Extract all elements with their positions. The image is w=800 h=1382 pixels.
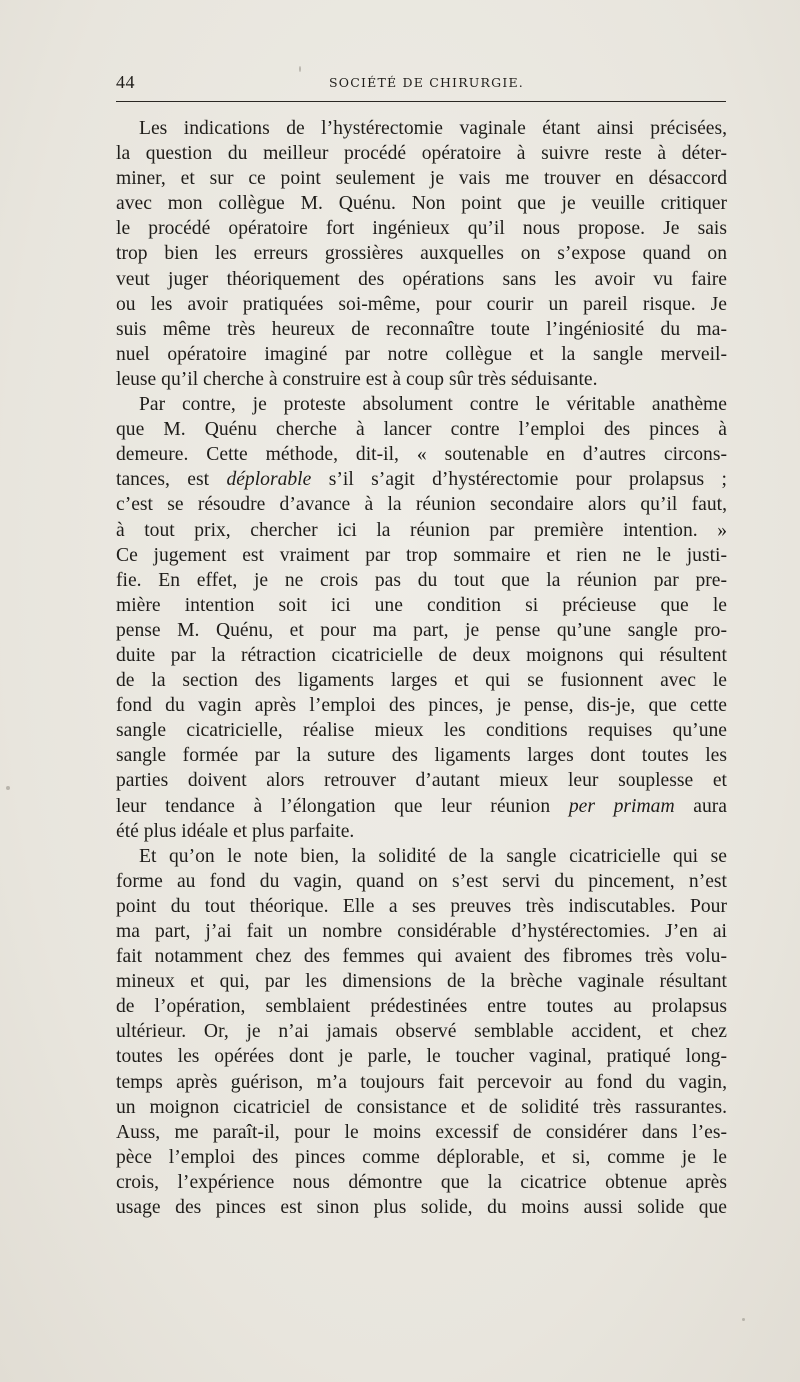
text-span: Ce jugement est vraiment par trop sommaire et rien ne le justi- [116,544,727,566]
text-line [116,1195,727,1220]
text-line [116,1070,727,1095]
text-line [116,768,727,793]
text-span: leuse qu’il cherche à construire est à coup sûr très séduisante. [116,368,598,390]
page-number: 44 [116,72,135,92]
header-rule [116,101,726,102]
text-line [116,417,727,442]
text-line [116,166,727,191]
text-line [116,467,727,492]
text-line [116,1145,727,1170]
italic-text: déplorable [226,469,312,491]
text-span: Les indications de l’hystérectomie vaginale étant ainsi précisées, [139,118,727,139]
text-line [116,367,727,392]
text-span: le procédé opératoire fort ingénieux qu’il nous propose. Je sais [116,218,727,240]
text-span: de la section des ligaments larges et qui se fusionnent avec le [116,670,727,692]
body-text [116,116,727,1220]
text-span: fie. En effet, je ne crois pas du tout que la réunion par pre- [116,569,727,591]
text-span: tances, est [116,469,227,491]
text-span: nuel opératoire imaginé par notre collègue et la sangle merveil- [116,343,727,365]
text-span: parties doivent alors retrouver d’autant mieux leur souplesse et [116,770,727,792]
running-head: SOCIÉTÉ DE CHIRURGIE. [329,75,524,90]
text-span: fait notamment chez des femmes qui avaient des fibromes très volu- [116,946,727,968]
text-line [116,568,727,593]
text-line [116,1044,727,1069]
text-line [116,543,727,568]
text-span: pense M. Quénu, et pour ma part, je pense qu’une sangle pro- [116,619,727,641]
text-span: ma part, j’ai fait un nombre considérable d’hystérectomies. J’en ai [116,921,727,942]
text-line [116,718,727,743]
paper-speck [299,66,301,72]
text-span: Par contre, je proteste absolument contre le véritable anathème [139,394,727,416]
text-line [116,216,727,241]
italic-text: per primam [568,795,675,817]
text-span: c’est se résoudre d’avance à la réunion secondaire alors qu’il faut, [116,494,727,516]
text-line [116,442,727,467]
text-span: pèce l’emploi des pinces comme déplorable, et si, comme je le [116,1146,727,1168]
text-span: aura [674,795,727,817]
text-line [116,894,727,919]
text-span: miner, et sur ce point seulement je vais me trouver en désaccord [116,168,727,190]
text-line [116,994,727,1019]
text-span: la question du meilleur procédé opératoire à suivre reste à déter- [116,143,727,165]
page-header [116,72,726,96]
text-line [116,1120,727,1145]
text-span: à tout prix, chercher ici la réunion par première intention. » [116,519,727,541]
text-span: mière intention soit ici une condition si précieuse que le [116,594,727,616]
text-line [116,919,727,944]
text-line [116,518,727,543]
text-span: leur tendance à l’élongation que leur réunion [116,795,569,817]
text-span: trop bien les erreurs grossières auxquelles on s’expose quand on [116,243,727,265]
text-span: veut juger théoriquement des opérations sans les avoir vu faire [116,268,727,290]
text-span: forme au fond du vagin, quand on s’est servi du pincement, n’est [116,870,727,892]
text-line [116,191,727,216]
text-span: été plus idéale et plus parfaite. [116,820,355,842]
text-line [116,869,727,894]
text-line [116,492,727,517]
text-line [116,392,727,417]
text-span: suis même très heureux de reconnaître toute l’ingéniosité du ma- [116,318,727,340]
text-line [116,1095,727,1120]
text-span: crois, l’expérience nous démontre que la cicatrice obtenue après [116,1171,727,1193]
text-line [116,643,727,668]
text-line [116,593,727,618]
text-span: point du tout théorique. Elle a ses preuves très indiscutables. Pour [116,895,727,917]
text-line [116,618,727,643]
text-line [116,819,727,844]
text-line [116,141,727,166]
text-span: que M. Quénu cherche à lancer contre l’emploi des pinces à [116,419,727,441]
text-line [116,241,727,266]
text-span: s’il s’agit d’hystérectomie pour prolapsus ; [311,469,727,491]
text-span: mineux et qui, par les dimensions de la brèche vaginale résultant [116,971,727,993]
text-line [116,743,727,768]
text-line [116,794,727,819]
text-line [116,668,727,693]
text-line [116,944,727,969]
text-line [116,267,727,292]
text-span: fond du vagin après l’emploi des pinces, je pense, dis-je, que cette [116,695,727,717]
text-span: un moignon cicatriciel de consistance et de solidité très rassurantes. [116,1096,727,1118]
text-span: toutes les opérées dont je parle, le toucher vaginal, pratiqué long- [116,1046,727,1068]
text-span: avec mon collègue M. Quénu. Non point que je veuille critiquer [116,193,727,215]
paper-speck [742,1318,745,1321]
text-span: demeure. Cette méthode, dit-il, « soutenable en d’autres circons- [116,444,727,466]
text-span: ultérieur. Or, je n’ai jamais observé semblable accident, et chez [116,1021,727,1043]
text-line [116,292,727,317]
text-line [116,844,727,869]
text-span: sangle cicatricielle, réalise mieux les conditions requises qu’une [116,720,727,742]
text-line [116,1019,727,1044]
text-line [116,1170,727,1195]
text-line [116,969,727,994]
text-line [116,116,727,141]
text-line [116,693,727,718]
text-span: usage des pinces est sinon plus solide, du moins aussi solide que [116,1197,727,1219]
text-span: de l’opération, semblaient prédestinées entre toutes au prolapsus [116,996,727,1018]
text-span: duite par la rétraction cicatricielle de deux moignons qui résultent [116,644,727,666]
paper-speck [6,786,10,790]
text-span: Auss, me paraît-il, pour le moins excessif de considérer dans l’es- [116,1121,727,1143]
text-line [116,342,727,367]
text-span: temps après guérison, m’a toujours fait percevoir au fond du vagin, [116,1071,727,1093]
text-line [116,317,727,342]
text-span: Et qu’on le note bien, la solidité de la sangle cicatricielle qui se [139,845,727,867]
text-span: sangle formée par la suture des ligaments larges dont toutes les [116,745,727,767]
text-span: ou les avoir pratiquées soi-même, pour courir un pareil risque. Je [116,293,727,315]
